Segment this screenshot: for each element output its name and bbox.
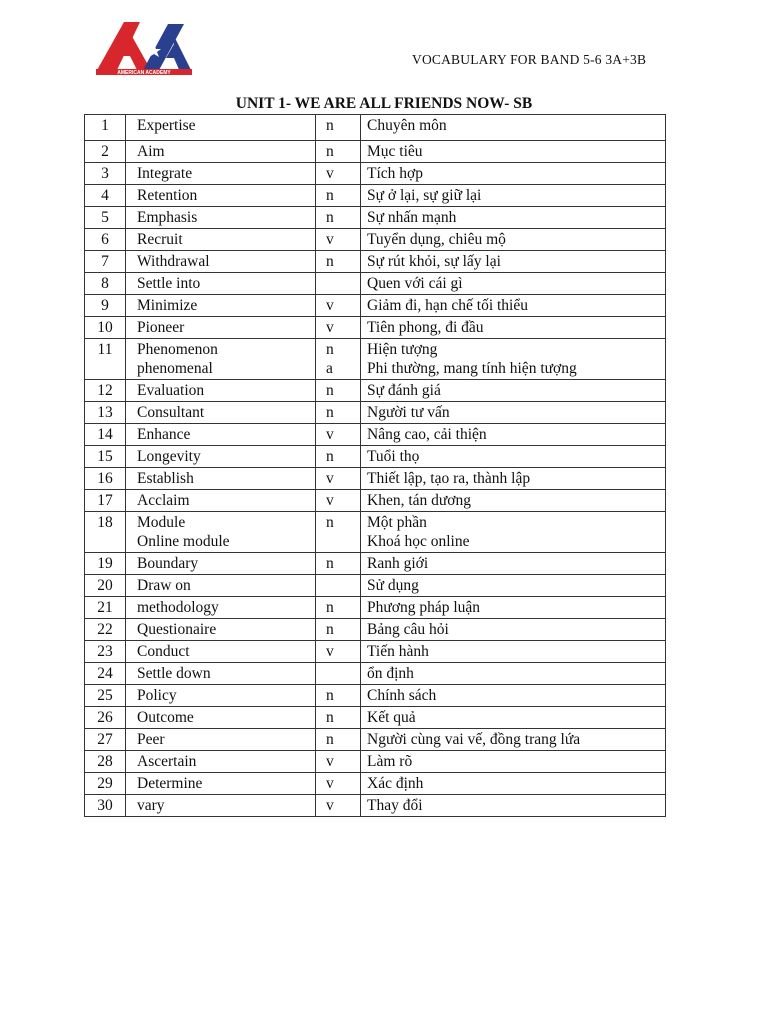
vietnamese-meaning (361, 339, 666, 380)
vietnamese-meaning (361, 512, 666, 553)
vietnamese-meaning-line: Thay đổi (367, 797, 423, 814)
row-number: 23 (85, 641, 126, 663)
part-of-speech (316, 424, 361, 446)
vocab-word-line: Minimize (137, 297, 198, 314)
logo-text: AMERICAN ACADEMY (117, 70, 171, 76)
vocab-word-line: Pioneer (137, 319, 185, 336)
part-of-speech-line: v (326, 753, 334, 770)
part-of-speech (316, 141, 361, 163)
vietnamese-meaning (361, 273, 666, 295)
vietnamese-meaning-line: Khen, tán dương (367, 492, 471, 509)
part-of-speech-line: n (326, 187, 334, 204)
vietnamese-meaning (361, 251, 666, 273)
vocab-word-line: Peer (137, 731, 165, 748)
vietnamese-meaning-line: Sự nhấn mạnh (367, 209, 457, 226)
row-number: 27 (85, 729, 126, 751)
vocab-word-line: Conduct (137, 643, 190, 660)
vietnamese-meaning-line: Chuyên môn (367, 117, 447, 134)
row-number: 18 (85, 512, 126, 553)
vocab-word (126, 490, 316, 512)
part-of-speech-line (326, 664, 360, 683)
vietnamese-meaning-line: Khoá học online (367, 533, 470, 550)
part-of-speech (316, 273, 361, 295)
table-row (85, 273, 666, 295)
vocab-word-line: Module (137, 514, 186, 531)
part-of-speech (316, 641, 361, 663)
vocab-word-line: Recruit (137, 231, 183, 248)
row-number: 14 (85, 424, 126, 446)
part-of-speech-line: n (326, 621, 334, 638)
table-row (85, 641, 666, 663)
row-number: 10 (85, 317, 126, 339)
page-title: UNIT 1- WE ARE ALL FRIENDS NOW- SB (235, 95, 533, 112)
vocab-word (126, 729, 316, 751)
row-number: 13 (85, 402, 126, 424)
part-of-speech (316, 380, 361, 402)
vocab-word (126, 553, 316, 575)
vietnamese-meaning (361, 380, 666, 402)
row-number: 2 (85, 141, 126, 163)
vietnamese-meaning (361, 553, 666, 575)
vietnamese-meaning-line: Tuyển dụng, chiêu mộ (367, 231, 506, 248)
part-of-speech-line: v (326, 165, 334, 182)
vietnamese-meaning-line: Phương pháp luận (367, 599, 481, 616)
vocab-word-line: Boundary (137, 555, 199, 572)
vietnamese-meaning (361, 597, 666, 619)
vietnamese-meaning-line: Bảng câu hỏi (367, 621, 449, 638)
part-of-speech (316, 575, 361, 597)
vietnamese-meaning-line: Tiên phong, đi đầu (367, 319, 484, 336)
part-of-speech (316, 707, 361, 729)
vocab-word (126, 141, 316, 163)
part-of-speech-line (326, 576, 360, 595)
part-of-speech-line: n (326, 709, 334, 726)
part-of-speech (316, 619, 361, 641)
row-number: 3 (85, 163, 126, 185)
part-of-speech-line: v (326, 426, 334, 443)
vietnamese-meaning-line: Giảm đi, hạn chế tối thiểu (367, 297, 528, 314)
vocab-word-line: Withdrawal (137, 253, 210, 270)
vocab-word-line: Acclaim (137, 492, 190, 509)
vocab-word (126, 468, 316, 490)
vietnamese-meaning (361, 685, 666, 707)
vocab-word-line: Draw on (137, 577, 191, 594)
row-number: 1 (85, 115, 126, 141)
vietnamese-meaning-line: Kết quả (367, 709, 416, 726)
part-of-speech-line: v (326, 797, 334, 814)
vietnamese-meaning-line: Sử dụng (367, 577, 419, 594)
vietnamese-meaning-line: Tích hợp (367, 165, 423, 182)
table-row (85, 207, 666, 229)
vocab-word-line: phenomenal (137, 360, 213, 377)
part-of-speech (316, 185, 361, 207)
part-of-speech (316, 773, 361, 795)
vocab-word-line: Retention (137, 187, 198, 204)
part-of-speech-line: v (326, 470, 334, 487)
vietnamese-meaning-line: Phi thường, mang tính hiện tượng (367, 360, 577, 377)
vocab-word (126, 773, 316, 795)
part-of-speech (316, 553, 361, 575)
vocab-word (126, 575, 316, 597)
row-number: 11 (85, 339, 126, 380)
vocab-word (126, 163, 316, 185)
table-row (85, 685, 666, 707)
table-row (85, 295, 666, 317)
vocab-word-line: Longevity (137, 448, 201, 465)
table-row (85, 251, 666, 273)
vietnamese-meaning (361, 402, 666, 424)
part-of-speech (316, 663, 361, 685)
table-row (85, 707, 666, 729)
vietnamese-meaning (361, 751, 666, 773)
vietnamese-meaning (361, 317, 666, 339)
part-of-speech-line: n (326, 687, 334, 704)
vocab-word (126, 402, 316, 424)
row-number: 22 (85, 619, 126, 641)
vocab-word-line: Aim (137, 143, 165, 160)
part-of-speech-line (326, 274, 360, 293)
vocab-word-line: Integrate (137, 165, 193, 182)
part-of-speech (316, 207, 361, 229)
vietnamese-meaning-line: Thiết lập, tạo ra, thành lập (367, 470, 531, 487)
vietnamese-meaning (361, 575, 666, 597)
part-of-speech (316, 115, 361, 141)
vietnamese-meaning-line: Mục tiêu (367, 143, 423, 160)
part-of-speech-line: n (326, 404, 334, 421)
part-of-speech (316, 751, 361, 773)
vocab-word-line: Establish (137, 470, 194, 487)
vocab-word (126, 115, 316, 141)
row-number: 6 (85, 229, 126, 251)
vocab-word-line: Consultant (137, 404, 205, 421)
row-number: 12 (85, 380, 126, 402)
vietnamese-meaning-line: Một phần (367, 514, 427, 531)
table-row (85, 229, 666, 251)
table-row (85, 597, 666, 619)
vocab-word-line: Policy (137, 687, 177, 704)
vocab-word (126, 446, 316, 468)
part-of-speech (316, 295, 361, 317)
vietnamese-meaning (361, 141, 666, 163)
part-of-speech (316, 795, 361, 817)
vietnamese-meaning-line: Xác định (367, 775, 424, 792)
row-number: 7 (85, 251, 126, 273)
part-of-speech-line: n (326, 382, 334, 399)
table-row (85, 115, 666, 141)
vietnamese-meaning (361, 207, 666, 229)
vocab-word-line: Settle into (137, 275, 201, 292)
part-of-speech-line: v (326, 643, 334, 660)
part-of-speech (316, 490, 361, 512)
part-of-speech (316, 229, 361, 251)
vocab-word (126, 251, 316, 273)
table-row (85, 446, 666, 468)
american-academy-logo (94, 18, 194, 76)
row-number: 8 (85, 273, 126, 295)
part-of-speech-line: n (326, 731, 334, 748)
table-row (85, 619, 666, 641)
vietnamese-meaning-line: Nâng cao, cải thiện (367, 426, 487, 443)
part-of-speech-line: n (326, 555, 334, 572)
vocab-word (126, 295, 316, 317)
part-of-speech-line: n (326, 341, 334, 358)
row-number: 20 (85, 575, 126, 597)
row-number: 25 (85, 685, 126, 707)
row-number: 16 (85, 468, 126, 490)
table-row (85, 380, 666, 402)
table-row (85, 490, 666, 512)
vocab-word (126, 424, 316, 446)
row-number: 15 (85, 446, 126, 468)
vocab-word-line: methodology (137, 599, 219, 616)
vocab-word-line: vary (137, 797, 165, 814)
vietnamese-meaning (361, 229, 666, 251)
vietnamese-meaning-line: Sự rút khỏi, sự lấy lại (367, 253, 501, 270)
table-row (85, 729, 666, 751)
part-of-speech (316, 512, 361, 553)
row-number: 19 (85, 553, 126, 575)
part-of-speech-line: v (326, 231, 334, 248)
row-number: 17 (85, 490, 126, 512)
vocab-word (126, 273, 316, 295)
part-of-speech-line: n (326, 253, 334, 270)
part-of-speech-line: a (326, 360, 333, 377)
vocab-word-line: Questionaire (137, 621, 217, 638)
table-row (85, 317, 666, 339)
vocab-word (126, 751, 316, 773)
row-number: 4 (85, 185, 126, 207)
vocab-word-line: Phenomenon (137, 341, 218, 358)
vocab-word (126, 707, 316, 729)
table-row (85, 185, 666, 207)
part-of-speech-line: v (326, 319, 334, 336)
vietnamese-meaning-line: Chính sách (367, 687, 437, 704)
vocab-word (126, 185, 316, 207)
vietnamese-meaning-line: Hiện tượng (367, 341, 438, 358)
part-of-speech (316, 729, 361, 751)
vietnamese-meaning (361, 295, 666, 317)
vocab-word-line: Emphasis (137, 209, 198, 226)
vietnamese-meaning (361, 424, 666, 446)
row-number: 28 (85, 751, 126, 773)
vietnamese-meaning-line: Ranh giới (367, 555, 429, 572)
vocabulary-table (84, 114, 666, 817)
vocab-word-line: Settle down (137, 665, 211, 682)
vietnamese-meaning (361, 490, 666, 512)
part-of-speech (316, 251, 361, 273)
table-row (85, 163, 666, 185)
vietnamese-meaning-line: Tiến hành (367, 643, 429, 660)
part-of-speech (316, 468, 361, 490)
vocab-word (126, 641, 316, 663)
part-of-speech-line: n (326, 209, 334, 226)
part-of-speech (316, 597, 361, 619)
vocab-word (126, 597, 316, 619)
vocab-word-line: Outcome (137, 709, 194, 726)
vocab-word (126, 207, 316, 229)
row-number: 5 (85, 207, 126, 229)
table-row (85, 795, 666, 817)
row-number: 29 (85, 773, 126, 795)
table-row (85, 663, 666, 685)
vietnamese-meaning (361, 707, 666, 729)
part-of-speech (316, 446, 361, 468)
vietnamese-meaning-line: Sự ở lại, sự giữ lại (367, 187, 482, 204)
vietnamese-meaning-line: Tuổi thọ (367, 448, 420, 465)
vietnamese-meaning (361, 729, 666, 751)
vocab-word (126, 317, 316, 339)
vietnamese-meaning (361, 115, 666, 141)
vocab-word (126, 685, 316, 707)
part-of-speech (316, 339, 361, 380)
vocab-word-line: Expertise (137, 117, 196, 134)
vietnamese-meaning (361, 468, 666, 490)
part-of-speech (316, 402, 361, 424)
vocab-word (126, 229, 316, 251)
part-of-speech-line: v (326, 492, 334, 509)
row-number: 21 (85, 597, 126, 619)
vocab-word (126, 795, 316, 817)
table-row (85, 751, 666, 773)
vietnamese-meaning (361, 619, 666, 641)
vietnamese-meaning-line: Người cùng vai vế, đồng trang lứa (367, 731, 581, 748)
vocab-word-line: Determine (137, 775, 203, 792)
part-of-speech-line: n (326, 514, 334, 531)
vietnamese-meaning (361, 446, 666, 468)
part-of-speech-line (326, 532, 360, 551)
vietnamese-meaning (361, 795, 666, 817)
vietnamese-meaning (361, 663, 666, 685)
vocab-word (126, 380, 316, 402)
vocab-word-line: Online module (137, 533, 230, 550)
part-of-speech-line: n (326, 599, 334, 616)
row-number: 9 (85, 295, 126, 317)
table-row (85, 512, 666, 553)
vietnamese-meaning (361, 773, 666, 795)
vietnamese-meaning-line: Quen với cái gì (367, 275, 463, 292)
vocab-word-line: Evaluation (137, 382, 205, 399)
part-of-speech-line: v (326, 775, 334, 792)
vocab-word (126, 512, 316, 553)
part-of-speech-line: n (326, 448, 334, 465)
table-row (85, 575, 666, 597)
table-row (85, 468, 666, 490)
part-of-speech (316, 685, 361, 707)
table-row (85, 339, 666, 380)
table-row (85, 424, 666, 446)
row-number: 30 (85, 795, 126, 817)
table-row (85, 773, 666, 795)
vietnamese-meaning (361, 163, 666, 185)
part-of-speech-line: n (326, 117, 334, 134)
table-row (85, 402, 666, 424)
vocab-word-line: Ascertain (137, 753, 197, 770)
part-of-speech-line: v (326, 297, 334, 314)
vocab-word-line: Enhance (137, 426, 191, 443)
vocab-word (126, 619, 316, 641)
vietnamese-meaning-line: Làm rõ (367, 753, 413, 770)
vietnamese-meaning-line: Người tư vấn (367, 404, 450, 421)
part-of-speech (316, 163, 361, 185)
table-row (85, 141, 666, 163)
part-of-speech (316, 317, 361, 339)
vocab-word (126, 339, 316, 380)
part-of-speech-line: n (326, 143, 334, 160)
vocab-word (126, 663, 316, 685)
vietnamese-meaning-line: ổn định (367, 665, 414, 682)
vietnamese-meaning-line: Sự đánh giá (367, 382, 441, 399)
vietnamese-meaning (361, 641, 666, 663)
vietnamese-meaning (361, 185, 666, 207)
document-subtitle: VOCABULARY FOR BAND 5-6 3A+3B (412, 52, 647, 67)
row-number: 26 (85, 707, 126, 729)
row-number: 24 (85, 663, 126, 685)
table-row (85, 553, 666, 575)
